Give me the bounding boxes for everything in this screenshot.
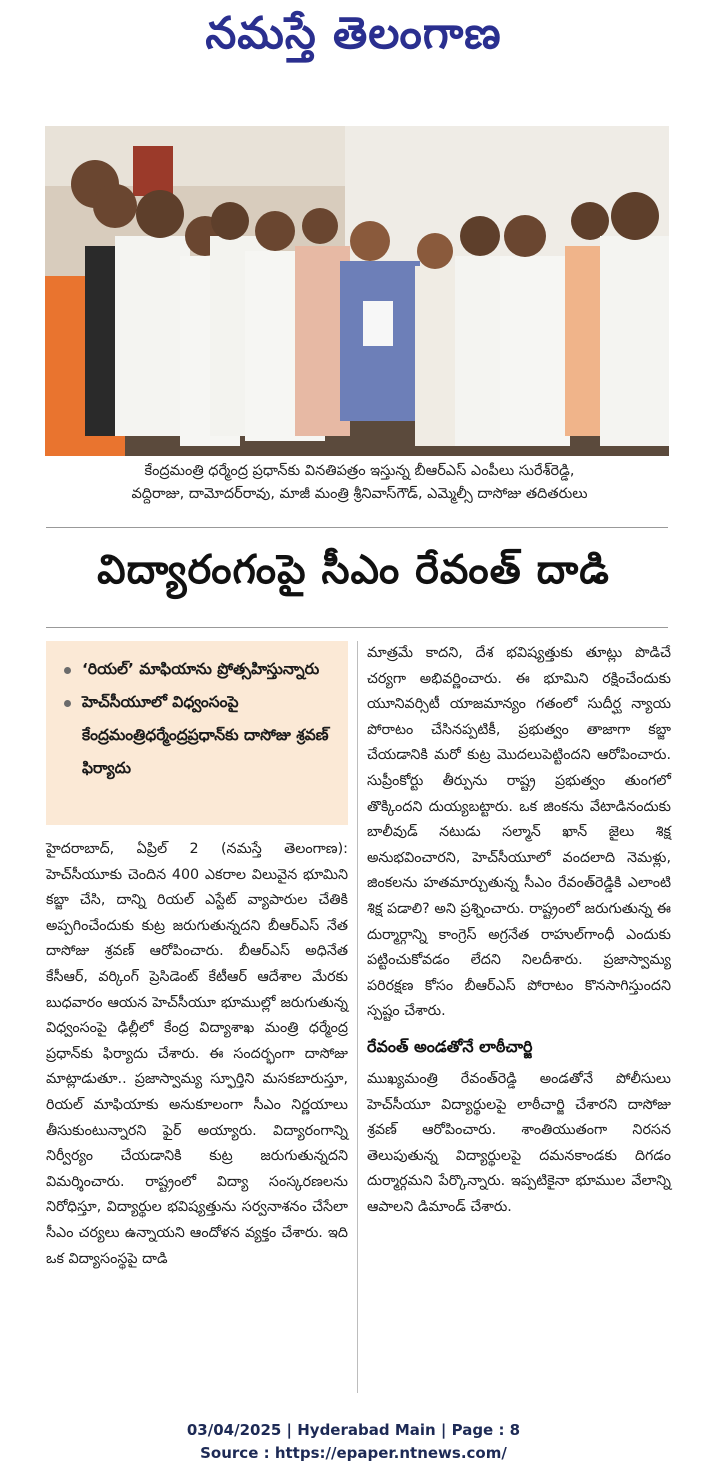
newspaper-title: నమస్తే తెలంగాణ [205, 8, 502, 59]
highlight-item [60, 653, 334, 686]
divider-bottom [46, 627, 668, 628]
article-column-left [46, 837, 348, 1272]
article-paragraph: హైదరాబాద్, ఏప్రిల్ 2 (నమస్తే తెలంగాణ): హెచ్‌సీయూకు చెందిన 400 ఎకరాల విలువైన భూమిని కబ్జా చేసి, దాన్ని రియల్ ఎస్టేట్ వ్యాపారుల చేతికి అప్పగించేందుకు కుట్ర జరుగుతున్నదని బీఆర్ఎస్ నేత దాసోజు శ్రవణ్ ఆరోపించారు. బీఆర్ఎస్ అధినేత కేసీఆర్, వర్కింగ్ ప్రెసిడెంట్ కేటీఆర్ ఆదేశాల మేరకు బుధవారం ఆయన హెచ్‌సీయూ భూముల్లో జరుగుతున్న విధ్వంసంపై ఢిల్లీలో కేంద్ర విద్యాశాఖ మంత్రి ధర్మేంద్ర ప్రధాన్‌కు ఫిర్యాదు చేశారు. ఈ సందర్భంగా దాసోజు మాట్లాడుతూ.. ప్రజాస్వామ్య స్ఫూర్తిని మసకబారుస్తూ, రియల్ మాఫియాకు అనుకూలంగా సీఎం నిర్ణయాలు తీసుకుంటున్నారని ఫైర్ అయ్యారు. విద్యారంగాన్ని నిర్వీర్యం చేయడానికి కుట్ర జరుగుతున్నదని విమర్శించారు. రాష్ట్రంలో విద్యా సంస్కరణలను నిరోధిస్తూ, విద్యార్థుల భవిష్యత్తును సర్వనాశనం చేసేలా సీఎం చర్యలు ఉన్నాయని ఆందోళన వ్యక్తం చేశారు. ఇది ఒక విద్యాసంస్థపై దాడి [46, 841, 348, 1267]
highlights-box [46, 641, 348, 825]
article-headline: విద్యారంగంపై సీఎం రేవంత్ దాడి [97, 547, 610, 593]
highlight-text: ‘రియల్’ మాఫియాను ప్రోత్సహిస్తున్నారు [82, 660, 320, 678]
bullet-icon [64, 667, 71, 674]
article-paragraph: మాత్రమే కాదని, దేశ భవిష్యత్తుకు తూట్లు పొడిచే చర్యగా అభివర్ణించారు. ఈ భూమిని రక్షించేందుకు యూనివర్సిటీ యాజమాన్యం గతంలో సుదీర్ఘ న్యాయ పోరాటం చేసినప్పటికీ, ప్రభుత్వం తాజాగా కబ్జా చేయడానికి మరో కుట్ర మొదలుపెట్టిందని ఆరోపించారు. సుప్రీంకోర్టు తీర్పును రాష్ట్ర ప్రభుత్వం తుంగలో తొక్కిందని దుయ్యబట్టారు. ఒక జింకను వేటాడినందుకు బాలీవుడ్ నటుడు సల్మాన్ ఖాన్ జైలు శిక్ష అనుభవించారని, హెచ్‌సీయూలో వందలాది నెమళ్లు, జింకలను హతమార్చుతున్న సీఎం రేవంత్‌రెడ్డికి ఎలాంటి శిక్ష పడాలి? అని ప్రశ్నించారు. రాష్ట్రంలో జరుగుతున్న ఈ దుర్మార్గాన్ని కాంగ్రెస్ అగ్రనేత రాహుల్‌గాంధీ ఎందుకు పట్టించుకోవడం లేదని నిలదీశారు. ప్రజాస్వామ్య పరిరక్షణ కోసం బీఆర్ఎస్ పోరాటం కొనసాగిస్తుందని స్పష్టం చేశారు. [367, 645, 671, 1020]
source-link: Source : https://epaper.ntnews.com/ [200, 1444, 507, 1462]
divider-top [46, 527, 668, 528]
article-subheading: రేవంత్ అండతోనే లాఠీచార్జి [367, 1036, 533, 1056]
photo-caption [52, 460, 667, 506]
bullet-icon [64, 700, 71, 707]
edition-info: 03/04/2025 | Hyderabad Main | Page : 8 [186, 1421, 521, 1439]
news-photo [45, 126, 669, 456]
article-column-right [367, 641, 671, 1220]
column-divider [357, 641, 358, 1393]
highlight-text: హెచ్‌సీయూలో విధ్వంసంపై కేంద్రమంత్రిధర్మేంద్రప్రధాన్‌కు దాసోజు శ్రవణ్ ఫిర్యాదు [82, 693, 329, 777]
group-photo-illustration [45, 126, 669, 456]
article-paragraph: ముఖ్యమంత్రి రేవంత్‌రెడ్డి అండతోనే పోలీసులు హెచ్‌సీయూ విద్యార్థులపై లాఠీచార్జి చేశారని దాసోజు శ్రవణ్ ఆరోపించారు. శాంతియుతంగా నిరసన తెలుపుతున్న విద్యార్థులపై దమనకాండకు దిగడం దుర్మార్గమని పేర్కొన్నారు. ఇప్పటికైనా భూముల వేలాన్ని ఆపాలని డిమాండ్ చేశారు. [367, 1070, 671, 1215]
masthead [0, 0, 707, 80]
caption-line-1: కేంద్రమంత్రి ధర్మేంద్ర ప్రధాన్‌కు వినతిపత్రం ఇస్తున్న బీఆర్ఎస్ ఎంపీలు సురేశ్‌రెడ్డి, [144, 463, 575, 479]
page-footer [0, 1419, 707, 1465]
caption-line-2: వద్దిరాజు, దామోదర్‌రావు, మాజీ మంత్రి శ్రీనివాస్‌గౌడ్, ఎమ్మెల్సీ దాసోజు తదితరులు [131, 486, 588, 502]
highlight-item [60, 686, 334, 785]
